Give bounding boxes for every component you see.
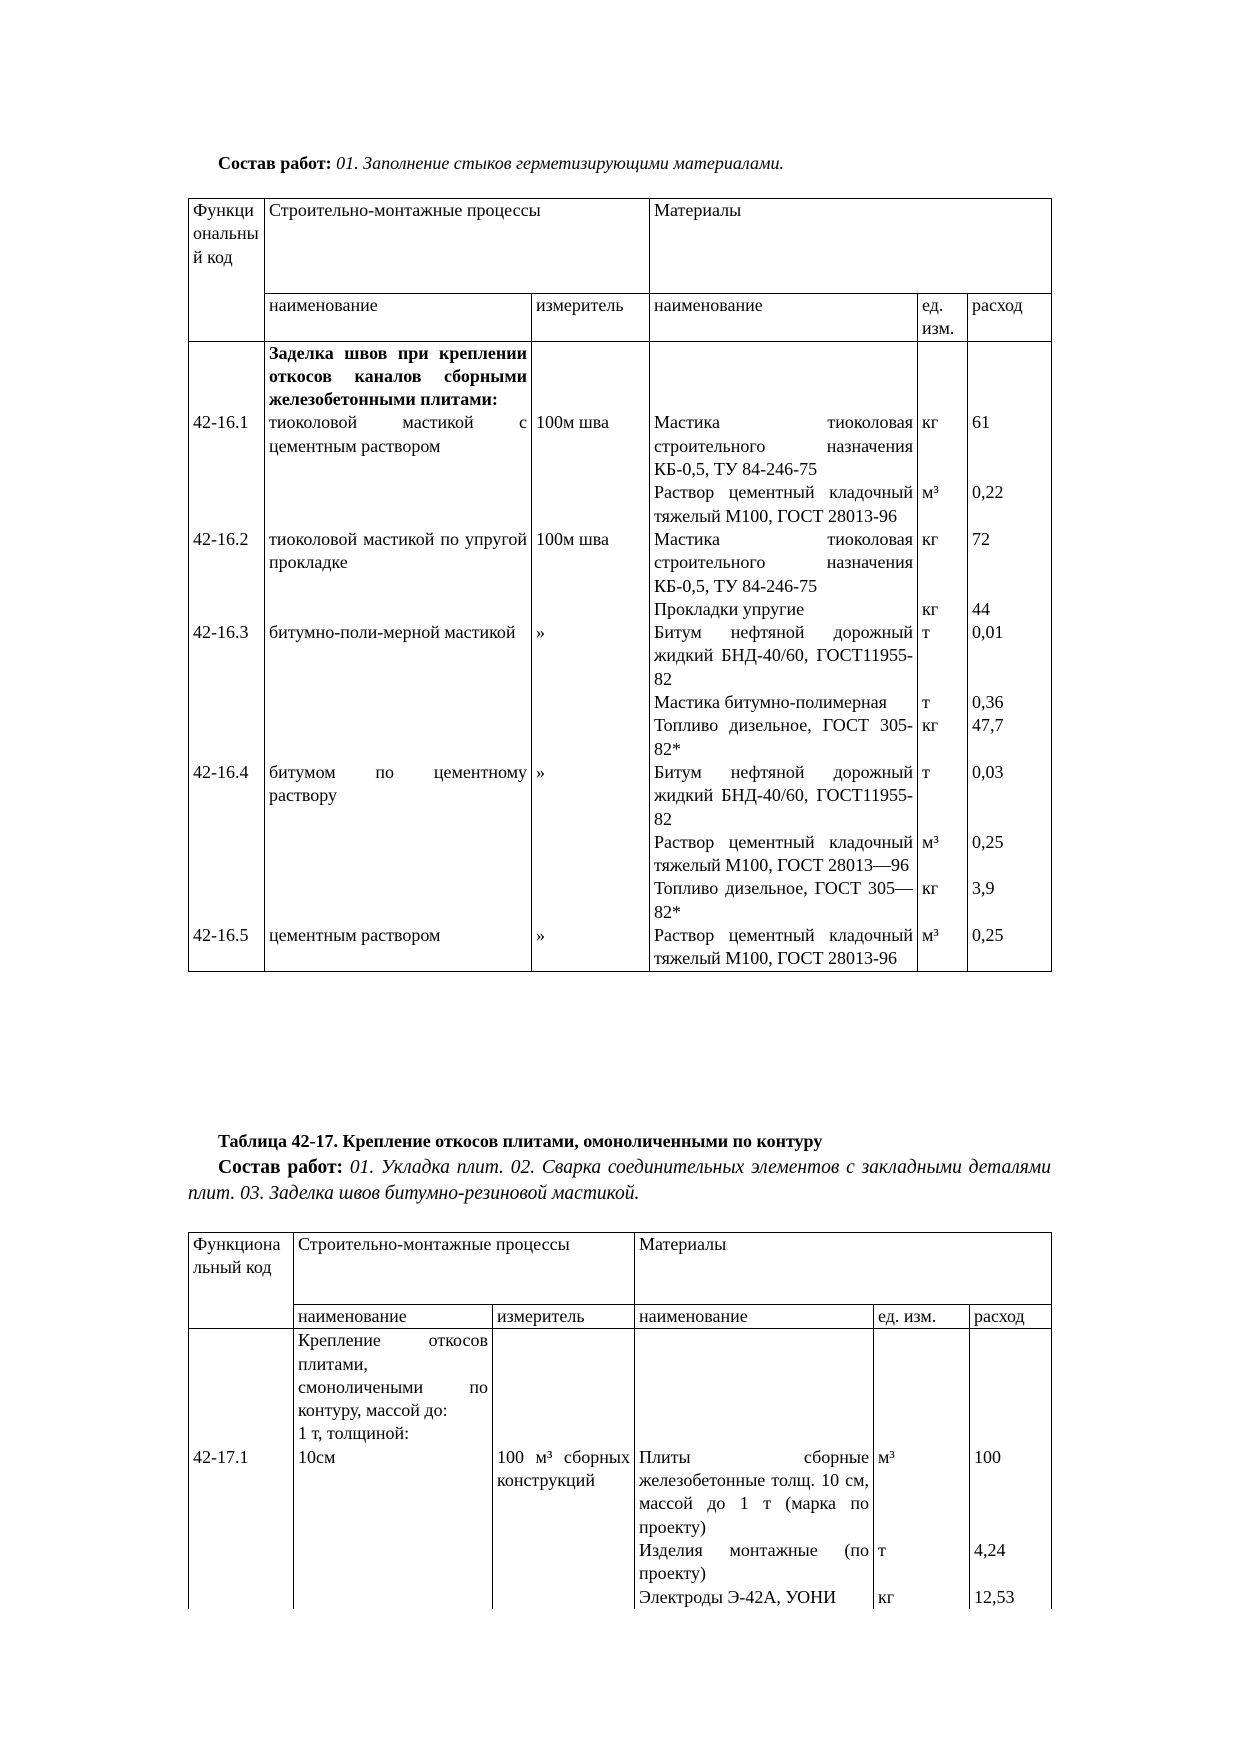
material-cell — [635, 1329, 874, 1423]
code-cell — [189, 1539, 294, 1586]
process-name: битумно-поли-мерной мастикой — [265, 621, 532, 691]
qty-cell: 100 — [970, 1446, 1052, 1539]
material-name: Раствор цементный кладочный тяжелый М100, ГОСТ 28013-96 — [650, 481, 918, 528]
header-processes: Строительно-монтажные процессы — [265, 199, 650, 294]
header-code: Функциональный код — [189, 1233, 294, 1329]
table-row — [189, 1446, 1052, 1539]
material-name: Электроды Э-42А, УОНИ — [635, 1586, 874, 1609]
unit-cell: м³ — [918, 831, 968, 878]
header-unit: ед. изм. — [874, 1305, 970, 1329]
unit-cell: т — [918, 761, 968, 831]
table-row — [189, 1539, 1052, 1586]
process-name — [265, 691, 532, 714]
table-row — [189, 691, 1052, 714]
process-name — [294, 1539, 493, 1586]
measure-cell — [493, 1539, 635, 1586]
unit-cell: кг — [918, 528, 968, 598]
measure-cell — [493, 1586, 635, 1609]
table-title: Таблица 42-17. Крепление откосов плитами, омоноличенными по контуру — [218, 1131, 823, 1151]
qty-cell: 72 — [968, 528, 1052, 598]
code-cell — [189, 877, 265, 924]
unit-cell: кг — [918, 877, 968, 924]
header-name: наименование — [294, 1305, 493, 1329]
code-cell — [189, 1586, 294, 1609]
measure-cell — [532, 831, 650, 878]
qty-cell: 0,22 — [968, 481, 1052, 528]
measure-cell — [493, 1329, 635, 1423]
material-cell — [650, 341, 918, 411]
header-materials: Материалы — [650, 199, 1052, 294]
measure-cell — [532, 714, 650, 761]
process-name — [265, 714, 532, 761]
header-processes: Строительно-монтажные процессы — [294, 1233, 635, 1305]
lead-label: Состав работ: — [218, 1157, 344, 1178]
header-mat-name: наименование — [635, 1305, 874, 1329]
measure-cell: » — [532, 924, 650, 971]
qty-cell: 44 — [968, 598, 1052, 621]
material-name: Плиты сборные железобетонные толщ. 10 см, массой до 1 т (марка по проекту) — [635, 1446, 874, 1539]
material-name: Прокладки упругие — [650, 598, 918, 621]
qty-cell: 0,25 — [968, 831, 1052, 878]
material-name: Битум нефтяной дорожный жидкий БНД-40/60, ГОСТ11955-82 — [650, 621, 918, 691]
process-name — [265, 481, 532, 528]
qty-cell — [970, 1422, 1052, 1445]
measure-cell: 100м шва — [532, 411, 650, 481]
unit-cell: кг — [918, 714, 968, 761]
section-heading: Заделка швов при креплении откосов каналов сборными железобетонными плитами: — [265, 341, 532, 411]
process-name: 10см — [294, 1446, 493, 1539]
code-cell — [189, 341, 265, 411]
table-row — [189, 481, 1052, 528]
qty-cell: 0,25 — [968, 924, 1052, 971]
unit-cell — [874, 1329, 970, 1423]
measure-cell: » — [532, 621, 650, 691]
table-row — [189, 924, 1052, 971]
code-cell: 42-17.1 — [189, 1446, 294, 1539]
intro-row — [189, 341, 1052, 411]
table-row — [189, 528, 1052, 598]
code-cell — [189, 691, 265, 714]
code-cell — [189, 714, 265, 761]
measure-cell — [532, 481, 650, 528]
unit-cell: кг — [874, 1586, 970, 1609]
code-cell — [189, 481, 265, 528]
unit-cell — [874, 1422, 970, 1445]
header-qty: расход — [968, 294, 1052, 342]
code-cell — [189, 831, 265, 878]
table-42-16 — [188, 198, 1052, 972]
lead-label: Состав работ: — [218, 153, 332, 173]
header-code: Функциональный код — [189, 199, 265, 342]
table-row — [189, 877, 1052, 924]
measure-cell: » — [532, 761, 650, 831]
code-cell — [189, 1422, 294, 1445]
measure-cell: 100м шва — [532, 528, 650, 598]
table-row — [189, 598, 1052, 621]
table-row — [189, 761, 1052, 831]
header-qty: расход — [970, 1305, 1052, 1329]
process-name — [265, 598, 532, 621]
qty-cell: 0,36 — [968, 691, 1052, 714]
header-mat-name: наименование — [650, 294, 918, 342]
process-name — [294, 1586, 493, 1609]
material-cell — [635, 1422, 874, 1445]
lead-text: 01. Укладка плит. 02. Сварка соединительных элементов с закладными деталями плит. 03. Заделка швов битумно-резиновой мастикой. — [188, 1157, 1051, 1204]
section1-lead — [188, 152, 1051, 175]
section-heading: 1 т, толщиной: — [294, 1422, 493, 1445]
qty-cell: 0,03 — [968, 761, 1052, 831]
material-name: Битум нефтяной дорожный жидкий БНД-40/60, ГОСТ11955-82 — [650, 761, 918, 831]
material-name: Раствор цементный кладочный тяжелый М100, ГОСТ 28013—96 — [650, 831, 918, 878]
qty-cell: 47,7 — [968, 714, 1052, 761]
table-row — [189, 831, 1052, 878]
qty-cell — [968, 341, 1052, 411]
intro-row — [189, 1422, 1052, 1445]
code-cell — [189, 1329, 294, 1423]
header-materials: Материалы — [635, 1233, 1052, 1305]
table-row — [189, 411, 1052, 481]
table-42-17 — [188, 1232, 1052, 1609]
material-name: Топливо дизельное, ГОСТ 305-82* — [650, 714, 918, 761]
table-row — [189, 714, 1052, 761]
material-name: Раствор цементный кладочный тяжелый М100, ГОСТ 28013-96 — [650, 924, 918, 971]
unit-cell: т — [918, 691, 968, 714]
unit-cell: м³ — [918, 481, 968, 528]
section2-title — [188, 1130, 1051, 1153]
process-name: тиоколовой мастикой по упругой прокладке — [265, 528, 532, 598]
intro-row — [189, 1329, 1052, 1423]
code-cell: 42-16.1 — [189, 411, 265, 481]
material-name: Мастика тиоколовая строительного назначения КБ-0,5, ТУ 84-246-75 — [650, 411, 918, 481]
lead-text: 01. Заполнение стыков герметизирующими материалами. — [331, 153, 784, 173]
measure-cell — [532, 691, 650, 714]
code-cell — [189, 598, 265, 621]
qty-cell: 0,01 — [968, 621, 1052, 691]
measure-cell — [532, 341, 650, 411]
code-cell: 42-16.5 — [189, 924, 265, 971]
process-name — [265, 877, 532, 924]
qty-cell: 3,9 — [968, 877, 1052, 924]
measure-cell: 100 м³ сборных конструкций — [493, 1446, 635, 1539]
material-name: Топливо дизельное, ГОСТ 305—82* — [650, 877, 918, 924]
qty-cell: 12,53 — [970, 1586, 1052, 1609]
section2-lead — [188, 1155, 1051, 1207]
table-row — [189, 621, 1052, 691]
header-measure: измеритель — [493, 1305, 635, 1329]
qty-cell: 61 — [968, 411, 1052, 481]
qty-cell — [970, 1329, 1052, 1423]
process-name — [265, 831, 532, 878]
unit-cell: м³ — [918, 924, 968, 971]
code-cell: 42-16.4 — [189, 761, 265, 831]
measure-cell — [493, 1422, 635, 1445]
measure-cell — [532, 598, 650, 621]
process-name: тиоколовой мастикой с цементным раствором — [265, 411, 532, 481]
table-row — [189, 1586, 1052, 1609]
header-unit: ед. изм. — [918, 294, 968, 342]
unit-cell: кг — [918, 411, 968, 481]
process-name: цементным раствором — [265, 924, 532, 971]
unit-cell: м³ — [874, 1446, 970, 1539]
material-name: Изделия монтажные (по проекту) — [635, 1539, 874, 1586]
header-measure: измеритель — [532, 294, 650, 342]
material-name: Мастика битумно-полимерная — [650, 691, 918, 714]
code-cell: 42-16.3 — [189, 621, 265, 691]
qty-cell: 4,24 — [970, 1539, 1052, 1586]
unit-cell: кг — [918, 598, 968, 621]
code-cell: 42-16.2 — [189, 528, 265, 598]
unit-cell: т — [918, 621, 968, 691]
process-name: битумом по цементному раствору — [265, 761, 532, 831]
unit-cell — [918, 341, 968, 411]
section-heading: Крепление откосов плитами, смоноличеными по контуру, массой до: — [294, 1329, 493, 1423]
material-name: Мастика тиоколовая строительного назначения КБ-0,5, ТУ 84-246-75 — [650, 528, 918, 598]
header-name: наименование — [265, 294, 532, 342]
measure-cell — [532, 877, 650, 924]
unit-cell: т — [874, 1539, 970, 1586]
